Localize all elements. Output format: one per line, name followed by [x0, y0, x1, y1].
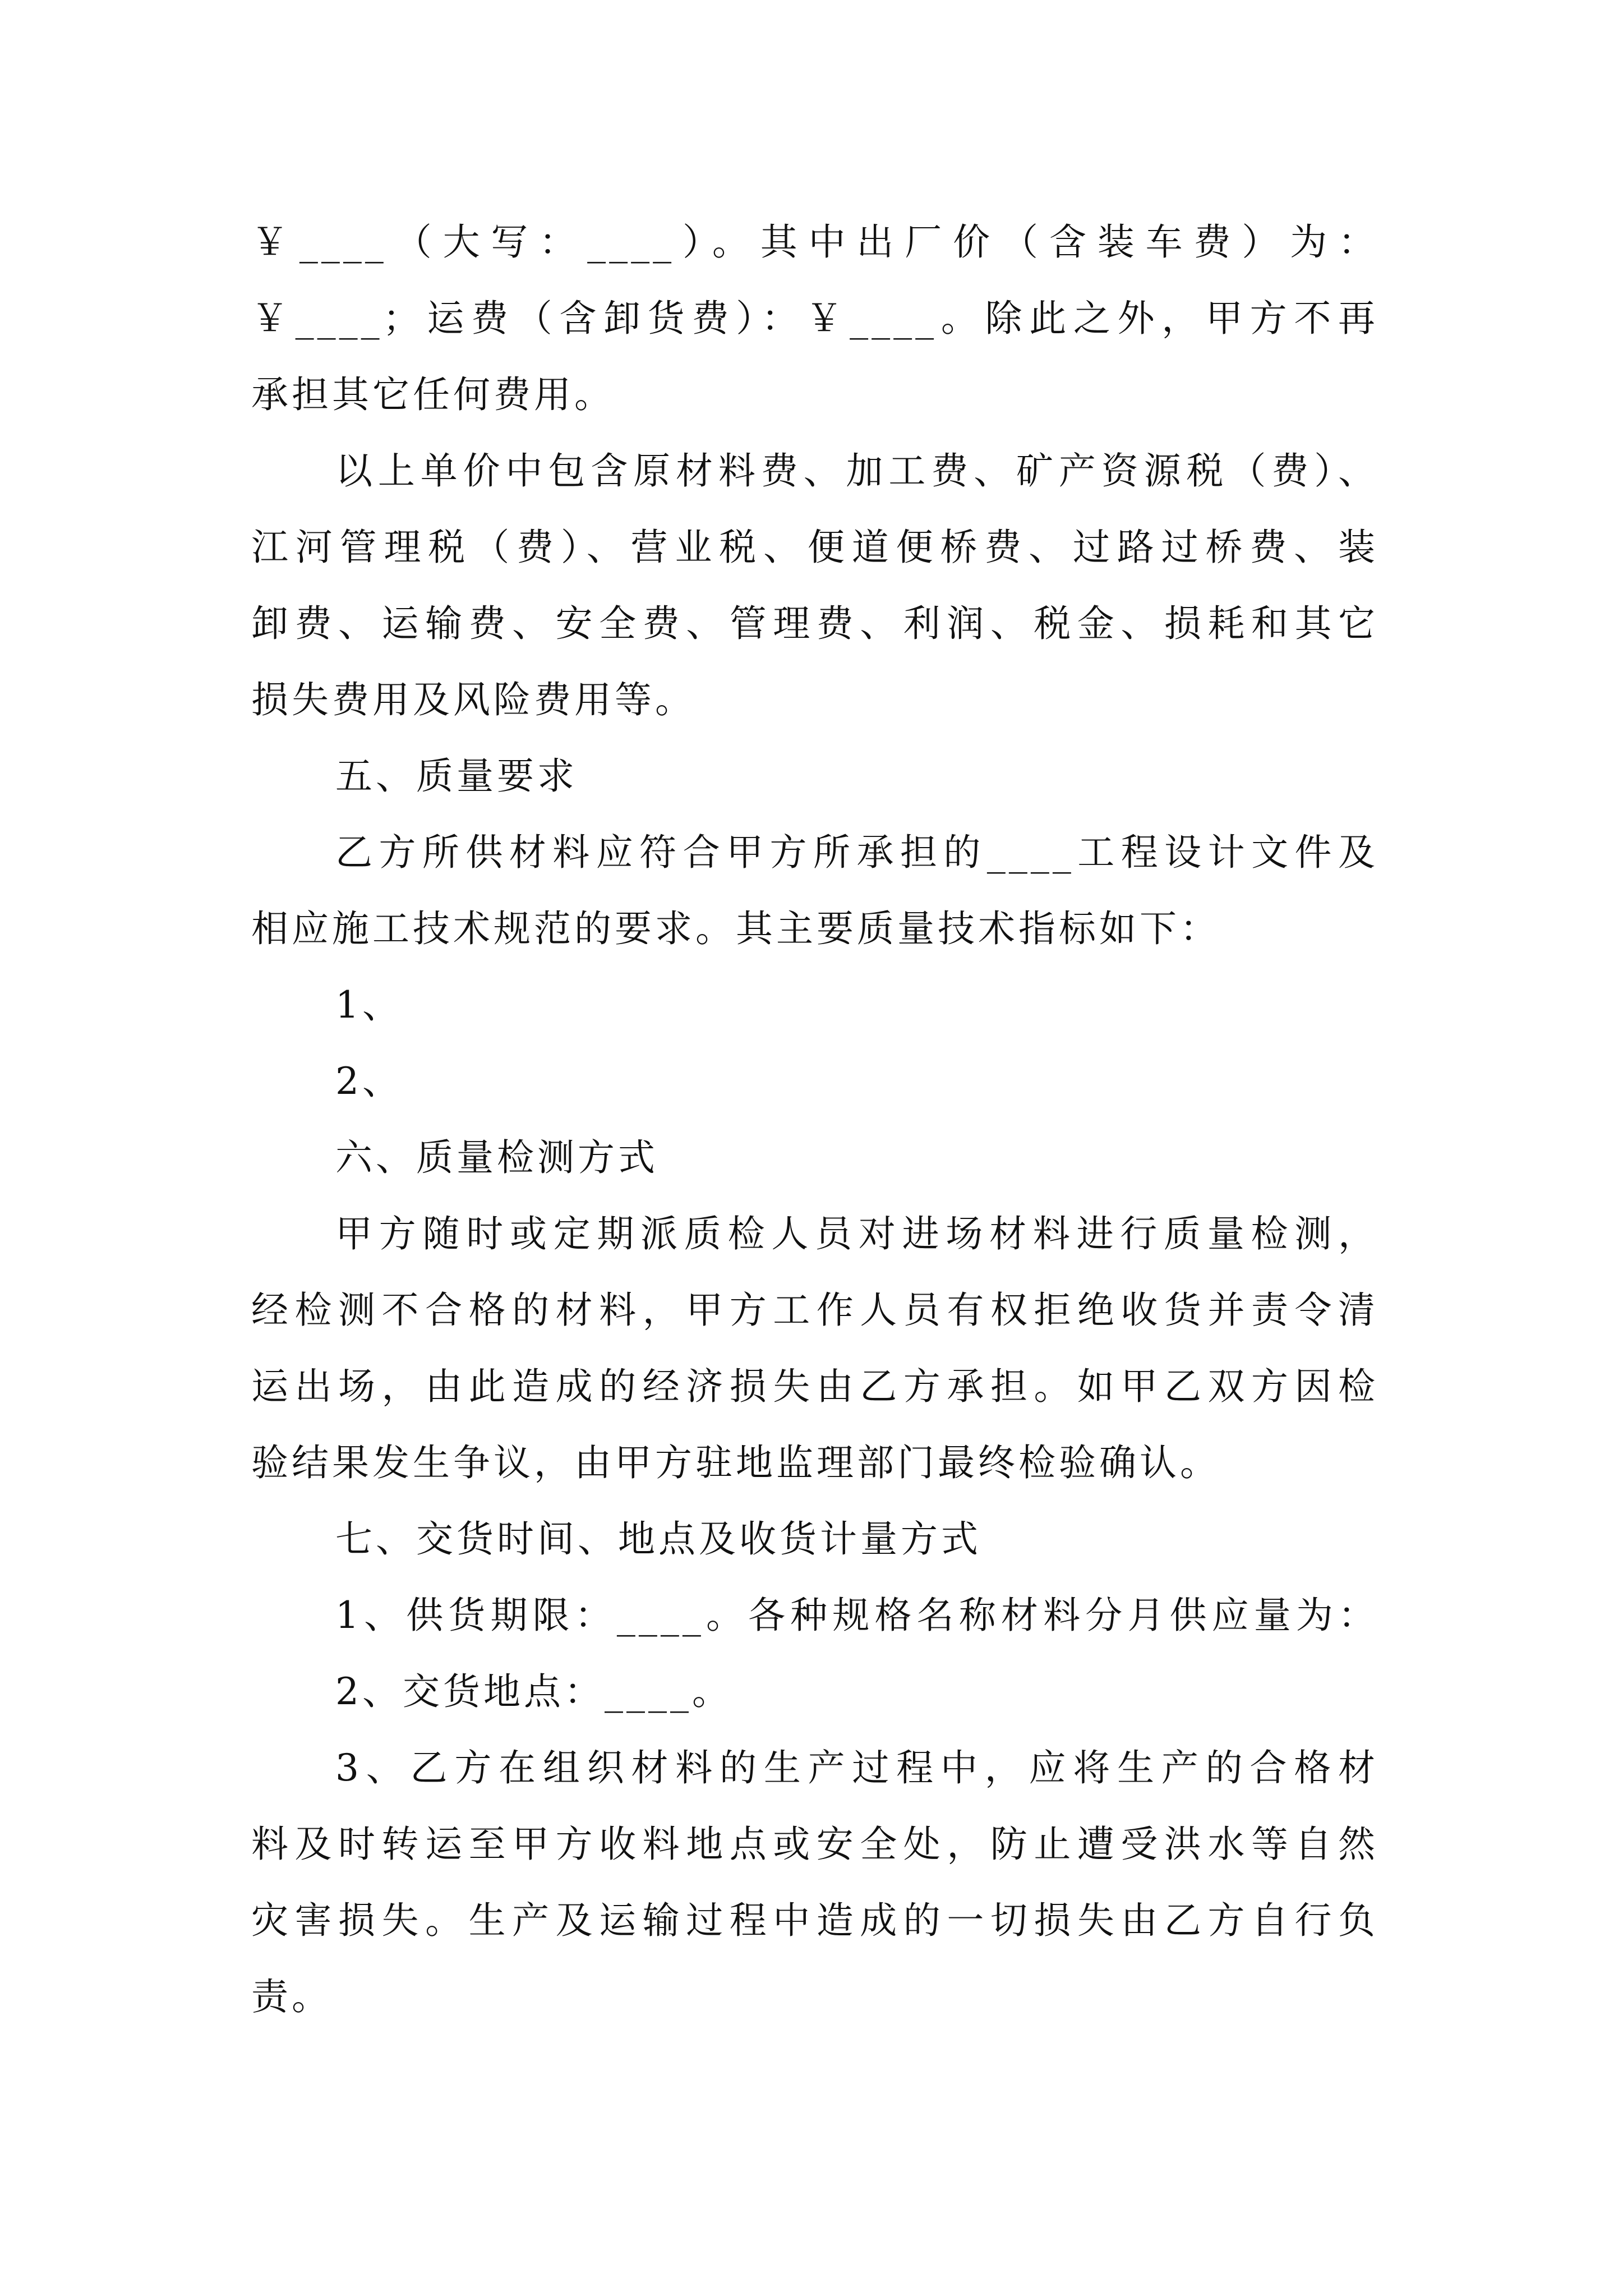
text-line: 卸费、运输费、安全费、管理费、利润、税金、损耗和其它 [251, 602, 1378, 645]
section-heading: 七、交货时间、地点及收货计量方式 [335, 1517, 981, 1561]
list-item: 2、 [335, 1060, 403, 1103]
text-line: ￥____；运费（含卸货费）：￥____。除此之外，甲方不再 [251, 297, 1378, 340]
text-line: 料及时转运至甲方收料地点或安全处，防止遭受洪水等自然 [251, 1823, 1378, 1866]
section-heading: 六、质量检测方式 [335, 1136, 658, 1179]
text-line: 验结果发生争议，由甲方驻地监理部门最终检验确认。 [251, 1441, 1220, 1484]
text-line: 相应施工技术规范的要求。其主要质量技术指标如下： [251, 907, 1220, 950]
text-line: 乙方所供材料应符合甲方所承担的____工程设计文件及 [335, 831, 1378, 874]
text-line: 承担其它任何费用。 [251, 373, 615, 416]
list-item: 1、 [335, 983, 403, 1027]
list-item: 2、交货地点：____。 [335, 1670, 732, 1713]
list-item: 3、乙方在组织材料的生产过程中，应将生产的合格材 [335, 1746, 1378, 1789]
section-heading: 五、质量要求 [335, 754, 578, 798]
list-item: 1、供货期限：____。各种规格名称材料分月供应量为： [335, 1594, 1378, 1637]
text-line: 经检测不合格的材料，甲方工作人员有权拒绝收货并责令清 [251, 1289, 1378, 1332]
text-line: 甲方随时或定期派质检人员对进场材料进行质量检测， [335, 1212, 1378, 1255]
text-line: 灾害损失。生产及运输过程中造成的一切损失由乙方自行负 [251, 1899, 1378, 1942]
text-line: 损失费用及风险费用等。 [251, 678, 695, 721]
text-line: 运出场，由此造成的经济损失由乙方承担。如甲乙双方因检 [251, 1365, 1378, 1408]
text-line: 以上单价中包含原材料费、加工费、矿产资源税（费）、 [335, 449, 1378, 493]
text-line: 江河管理税（费）、营业税、便道便桥费、过路过桥费、装 [251, 526, 1378, 569]
text-line: ￥____（大写：____）。其中出厂价（含装车费）为： [251, 220, 1378, 264]
text-line: 责。 [251, 1975, 332, 2018]
